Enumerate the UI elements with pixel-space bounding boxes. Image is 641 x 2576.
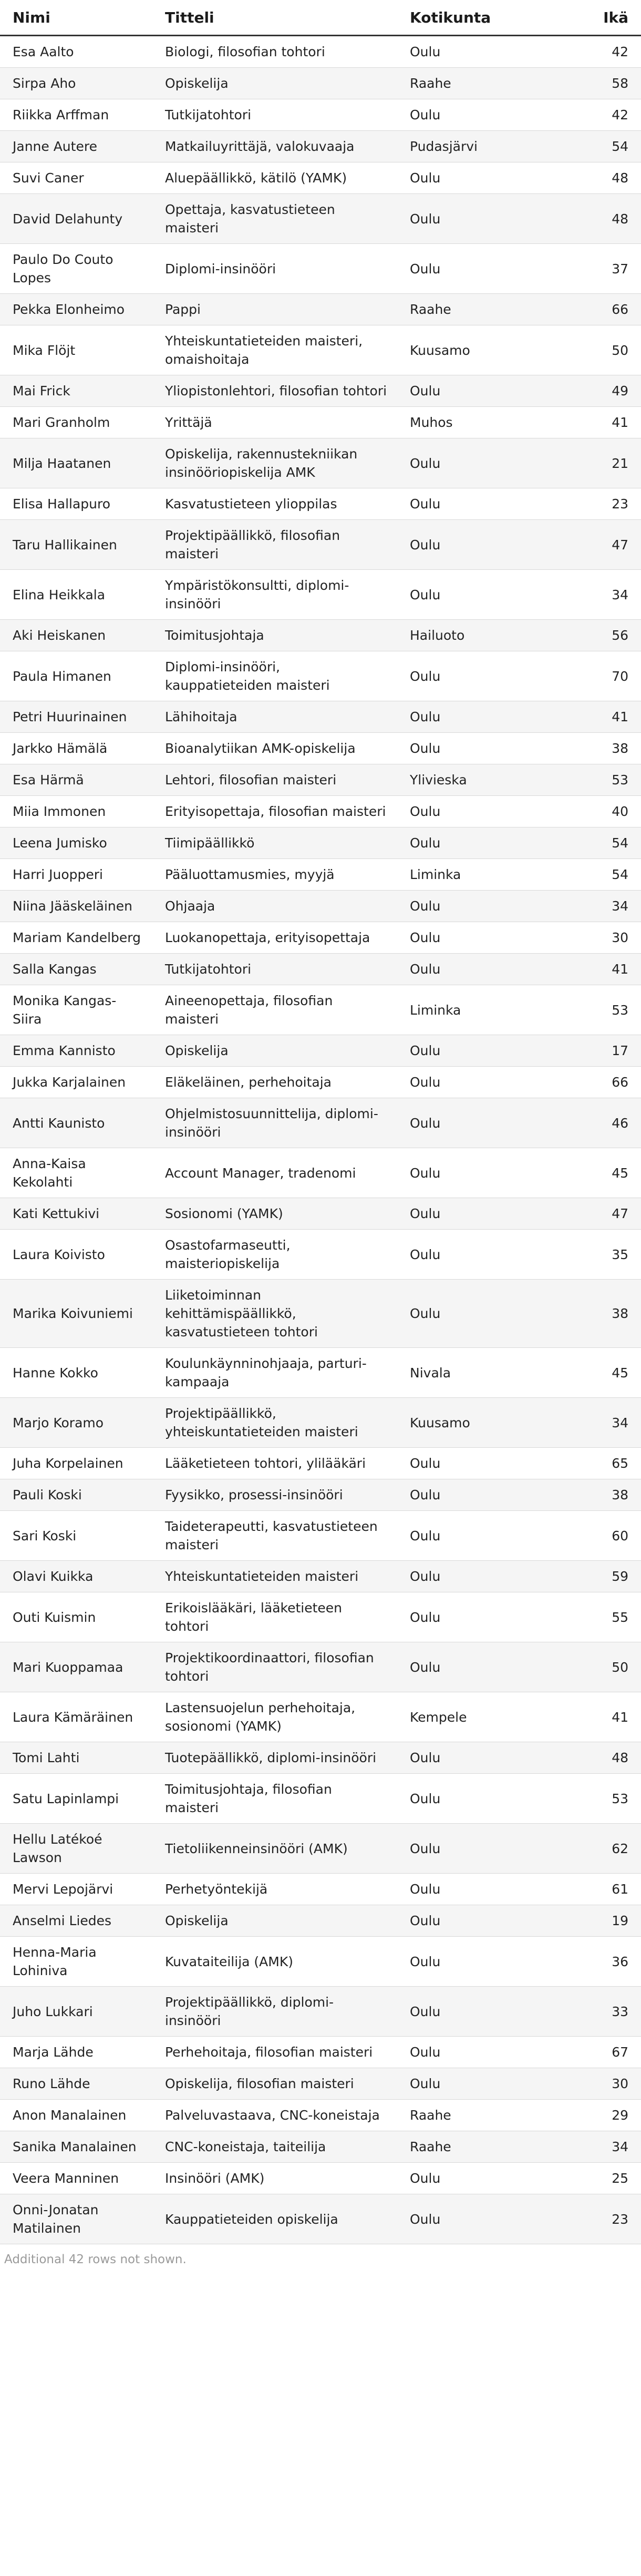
cell-municipality: Oulu xyxy=(397,1642,599,1692)
cell-title: Pappi xyxy=(152,294,397,325)
cell-age: 61 xyxy=(599,1874,641,1905)
cell-age: 42 xyxy=(599,36,641,68)
cell-title: Perhehoitaja, filosofian maisteri xyxy=(152,2037,397,2068)
table-row xyxy=(0,407,641,438)
table-row xyxy=(0,1692,641,1742)
cell-age: 66 xyxy=(599,294,641,325)
table-row xyxy=(0,1398,641,1448)
table-row xyxy=(0,701,641,733)
cell-municipality: Oulu xyxy=(397,954,599,985)
cell-name: Juho Lukkari xyxy=(0,1987,152,2037)
table-header xyxy=(0,0,641,36)
cell-title: Bioanalytiikan AMK-opiskelija xyxy=(152,733,397,764)
table-body xyxy=(0,36,641,2244)
table-row xyxy=(0,194,641,244)
cell-title: Projektipäällikkö, filosofian maisteri xyxy=(152,520,397,570)
cell-municipality: Muhos xyxy=(397,407,599,438)
cell-title: Projektikoordinaattori, filosofian tohtori xyxy=(152,1642,397,1692)
cell-municipality: Raahe xyxy=(397,294,599,325)
cell-title: Lastensuojelun perhehoitaja, sosionomi (YAMK) xyxy=(152,1692,397,1742)
cell-age: 60 xyxy=(599,1511,641,1561)
table-row xyxy=(0,1280,641,1348)
table-row xyxy=(0,796,641,827)
cell-age: 34 xyxy=(599,1398,641,1448)
cell-municipality: Liminka xyxy=(397,985,599,1035)
cell-age: 38 xyxy=(599,733,641,764)
cell-municipality: Oulu xyxy=(397,1742,599,1774)
cell-name: Marika Koivuniemi xyxy=(0,1280,152,1348)
cell-title: Ympäristökonsultti, diplomi-insinööri xyxy=(152,570,397,620)
table-row xyxy=(0,488,641,520)
cell-name: Tomi Lahti xyxy=(0,1742,152,1774)
cell-age: 17 xyxy=(599,1035,641,1067)
cell-municipality: Oulu xyxy=(397,1511,599,1561)
cell-municipality: Oulu xyxy=(397,1098,599,1148)
table-row xyxy=(0,891,641,922)
cell-title: Opiskelija, rakennustekniikan insinööriopiskelija AMK xyxy=(152,438,397,488)
cell-age: 54 xyxy=(599,827,641,859)
cell-name: Petri Huurinainen xyxy=(0,701,152,733)
cell-name: Mari Kuoppamaa xyxy=(0,1642,152,1692)
cell-municipality: Oulu xyxy=(397,1905,599,1937)
cell-age: 53 xyxy=(599,985,641,1035)
cell-age: 45 xyxy=(599,1148,641,1198)
cell-municipality: Oulu xyxy=(397,1987,599,2037)
table-row xyxy=(0,827,641,859)
cell-age: 19 xyxy=(599,1905,641,1937)
cell-municipality: Oulu xyxy=(397,1198,599,1230)
table-row xyxy=(0,162,641,194)
cell-title: CNC-koneistaja, taiteilija xyxy=(152,2131,397,2163)
cell-municipality: Hailuoto xyxy=(397,620,599,651)
cell-municipality: Oulu xyxy=(397,922,599,954)
cell-age: 30 xyxy=(599,2068,641,2100)
cell-age: 41 xyxy=(599,954,641,985)
cell-name: Satu Lapinlampi xyxy=(0,1774,152,1824)
cell-municipality: Oulu xyxy=(397,2194,599,2244)
cell-age: 35 xyxy=(599,1230,641,1280)
cell-municipality: Oulu xyxy=(397,1937,599,1987)
cell-age: 45 xyxy=(599,1348,641,1398)
cell-name: Mariam Kandelberg xyxy=(0,922,152,954)
column-header-age[interactable]: Ikä xyxy=(599,0,641,36)
cell-age: 46 xyxy=(599,1098,641,1148)
table-row xyxy=(0,2131,641,2163)
cell-name: Jukka Karjalainen xyxy=(0,1067,152,1098)
header-row xyxy=(0,0,641,36)
cell-municipality: Oulu xyxy=(397,1479,599,1511)
table-row xyxy=(0,764,641,796)
table-row xyxy=(0,1874,641,1905)
cell-name: Laura Koivisto xyxy=(0,1230,152,1280)
cell-municipality: Oulu xyxy=(397,520,599,570)
cell-title: Aluepäällikkö, kätilö (YAMK) xyxy=(152,162,397,194)
cell-municipality: Oulu xyxy=(397,1280,599,1348)
table-row xyxy=(0,1348,641,1398)
cell-municipality: Oulu xyxy=(397,701,599,733)
cell-name: Miia Immonen xyxy=(0,796,152,827)
cell-name: Marja Lähde xyxy=(0,2037,152,2068)
cell-age: 55 xyxy=(599,1592,641,1642)
cell-age: 23 xyxy=(599,488,641,520)
cell-name: Sirpa Aho xyxy=(0,68,152,99)
cell-title: Perhetyöntekijä xyxy=(152,1874,397,1905)
cell-municipality: Oulu xyxy=(397,375,599,407)
cell-name: Sanika Manalainen xyxy=(0,2131,152,2163)
cell-age: 38 xyxy=(599,1479,641,1511)
cell-age: 23 xyxy=(599,2194,641,2244)
table-row xyxy=(0,325,641,375)
cell-municipality: Oulu xyxy=(397,2037,599,2068)
cell-name: Mika Flöjt xyxy=(0,325,152,375)
cell-title: Yliopistonlehtori, filosofian tohtori xyxy=(152,375,397,407)
cell-name: Niina Jääskeläinen xyxy=(0,891,152,922)
cell-municipality: Liminka xyxy=(397,859,599,891)
cell-age: 34 xyxy=(599,570,641,620)
cell-municipality: Oulu xyxy=(397,2163,599,2194)
cell-age: 47 xyxy=(599,1198,641,1230)
cell-title: Liiketoiminnan kehittämispäällikkö, kasvatustieteen tohtori xyxy=(152,1280,397,1348)
cell-name: Laura Kämäräinen xyxy=(0,1692,152,1742)
cell-title: Opiskelija xyxy=(152,68,397,99)
column-header-name[interactable]: Nimi xyxy=(0,0,152,36)
cell-title: Tutkijatohtori xyxy=(152,954,397,985)
cell-municipality: Oulu xyxy=(397,1067,599,1098)
cell-municipality: Kuusamo xyxy=(397,1398,599,1448)
cell-title: Kasvatustieteen ylioppilas xyxy=(152,488,397,520)
cell-name: Outi Kuismin xyxy=(0,1592,152,1642)
cell-title: Yhteiskuntatieteiden maisteri xyxy=(152,1561,397,1592)
cell-age: 48 xyxy=(599,162,641,194)
table-row xyxy=(0,1035,641,1067)
cell-name: Paulo Do Couto Lopes xyxy=(0,244,152,294)
cell-municipality: Oulu xyxy=(397,1774,599,1824)
cell-name: Suvi Caner xyxy=(0,162,152,194)
cell-name: Esa Aalto xyxy=(0,36,152,68)
cell-municipality: Oulu xyxy=(397,162,599,194)
cell-municipality: Oulu xyxy=(397,651,599,701)
cell-age: 48 xyxy=(599,1742,641,1774)
cell-municipality: Kuusamo xyxy=(397,325,599,375)
cell-age: 53 xyxy=(599,1774,641,1824)
cell-municipality: Raahe xyxy=(397,2131,599,2163)
cell-municipality: Oulu xyxy=(397,796,599,827)
cell-age: 48 xyxy=(599,194,641,244)
cell-title: Insinööri (AMK) xyxy=(152,2163,397,2194)
cell-title: Osastofarmaseutti, maisteriopiskelija xyxy=(152,1230,397,1280)
cell-title: Lääketieteen tohtori, ylilääkäri xyxy=(152,1448,397,1479)
cell-municipality: Oulu xyxy=(397,1230,599,1280)
table-row xyxy=(0,570,641,620)
cell-name: Veera Manninen xyxy=(0,2163,152,2194)
table-row xyxy=(0,1479,641,1511)
cell-title: Diplomi-insinööri xyxy=(152,244,397,294)
table-row xyxy=(0,244,641,294)
table-row xyxy=(0,2037,641,2068)
cell-title: Pääluottamusmies, myyjä xyxy=(152,859,397,891)
cell-title: Ohjaaja xyxy=(152,891,397,922)
table-row xyxy=(0,1905,641,1937)
cell-age: 37 xyxy=(599,244,641,294)
cell-title: Opiskelija xyxy=(152,1035,397,1067)
cell-name: Taru Hallikainen xyxy=(0,520,152,570)
table-row xyxy=(0,375,641,407)
cell-age: 56 xyxy=(599,620,641,651)
cell-age: 41 xyxy=(599,701,641,733)
cell-age: 50 xyxy=(599,1642,641,1692)
table-row xyxy=(0,1592,641,1642)
cell-name: Mai Frick xyxy=(0,375,152,407)
cell-age: 21 xyxy=(599,438,641,488)
cell-age: 33 xyxy=(599,1987,641,2037)
cell-name: Onni-Jonatan Matilainen xyxy=(0,2194,152,2244)
cell-name: Runo Lähde xyxy=(0,2068,152,2100)
cell-name: Pekka Elonheimo xyxy=(0,294,152,325)
cell-age: 42 xyxy=(599,99,641,131)
cell-age: 53 xyxy=(599,764,641,796)
cell-title: Kauppatieteiden opiskelija xyxy=(152,2194,397,2244)
cell-municipality: Oulu xyxy=(397,438,599,488)
cell-municipality: Oulu xyxy=(397,99,599,131)
cell-name: Marjo Koramo xyxy=(0,1398,152,1448)
cell-municipality: Oulu xyxy=(397,1592,599,1642)
table-row xyxy=(0,294,641,325)
cell-name: Elisa Hallapuro xyxy=(0,488,152,520)
cell-age: 38 xyxy=(599,1280,641,1348)
cell-age: 50 xyxy=(599,325,641,375)
table-row xyxy=(0,99,641,131)
cell-name: Henna-Maria Lohiniva xyxy=(0,1937,152,1987)
cell-municipality: Oulu xyxy=(397,1561,599,1592)
cell-age: 34 xyxy=(599,2131,641,2163)
cell-age: 70 xyxy=(599,651,641,701)
table-row xyxy=(0,651,641,701)
table-row xyxy=(0,36,641,68)
cell-title: Toimitusjohtaja xyxy=(152,620,397,651)
table-row xyxy=(0,1067,641,1098)
cell-title: Luokanopettaja, erityisopettaja xyxy=(152,922,397,954)
cell-municipality: Oulu xyxy=(397,2068,599,2100)
cell-name: Salla Kangas xyxy=(0,954,152,985)
cell-name: Hellu Latékoé Lawson xyxy=(0,1824,152,1874)
cell-title: Opiskelija, filosofian maisteri xyxy=(152,2068,397,2100)
cell-title: Aineenopettaja, filosofian maisteri xyxy=(152,985,397,1035)
table-row xyxy=(0,1148,641,1198)
cell-title: Palveluvastaava, CNC-koneistaja xyxy=(152,2100,397,2131)
cell-title: Koulunkäynninohjaaja, parturi-kampaaja xyxy=(152,1348,397,1398)
table-row xyxy=(0,1230,641,1280)
table-row xyxy=(0,1774,641,1824)
cell-title: Lähihoitaja xyxy=(152,701,397,733)
cell-title: Opettaja, kasvatustieteen maisteri xyxy=(152,194,397,244)
table-row xyxy=(0,1824,641,1874)
cell-title: Yhteiskuntatieteiden maisteri, omaishoitaja xyxy=(152,325,397,375)
cell-name: Antti Kaunisto xyxy=(0,1098,152,1148)
table-row xyxy=(0,1098,641,1148)
cell-municipality: Nivala xyxy=(397,1348,599,1398)
cell-age: 58 xyxy=(599,68,641,99)
table-row xyxy=(0,2194,641,2244)
cell-name: Sari Koski xyxy=(0,1511,152,1561)
table-row xyxy=(0,1987,641,2037)
cell-name: Elina Heikkala xyxy=(0,570,152,620)
table-row xyxy=(0,1561,641,1592)
cell-age: 66 xyxy=(599,1067,641,1098)
cell-name: Janne Autere xyxy=(0,131,152,162)
cell-name: Riikka Arffman xyxy=(0,99,152,131)
cell-municipality: Oulu xyxy=(397,1448,599,1479)
cell-municipality: Oulu xyxy=(397,891,599,922)
cell-age: 41 xyxy=(599,407,641,438)
cell-title: Projektipäällikkö, yhteiskuntatieteiden maisteri xyxy=(152,1398,397,1448)
table-row xyxy=(0,1448,641,1479)
cell-age: 41 xyxy=(599,1692,641,1742)
cell-title: Ohjelmistosuunnittelija, diplomi-insinööri xyxy=(152,1098,397,1148)
cell-municipality: Oulu xyxy=(397,36,599,68)
cell-title: Diplomi-insinööri, kauppatieteiden maisteri xyxy=(152,651,397,701)
cell-age: 62 xyxy=(599,1824,641,1874)
cell-age: 54 xyxy=(599,859,641,891)
table-row xyxy=(0,131,641,162)
cell-age: 47 xyxy=(599,520,641,570)
cell-name: Hanne Kokko xyxy=(0,1348,152,1398)
table-row xyxy=(0,1511,641,1561)
cell-name: Pauli Koski xyxy=(0,1479,152,1511)
cell-title: Matkailuyrittäjä, valokuvaaja xyxy=(152,131,397,162)
cell-name: Emma Kannisto xyxy=(0,1035,152,1067)
cell-title: Kuvataiteilija (AMK) xyxy=(152,1937,397,1987)
cell-age: 36 xyxy=(599,1937,641,1987)
cell-municipality: Raahe xyxy=(397,2100,599,2131)
table-row xyxy=(0,733,641,764)
table-row xyxy=(0,520,641,570)
cell-title: Erikoislääkäri, lääketieteen tohtori xyxy=(152,1592,397,1642)
cell-municipality: Oulu xyxy=(397,488,599,520)
cell-municipality: Oulu xyxy=(397,1824,599,1874)
cell-name: Monika Kangas-Siira xyxy=(0,985,152,1035)
cell-age: 40 xyxy=(599,796,641,827)
cell-name: Paula Himanen xyxy=(0,651,152,701)
table-row xyxy=(0,2068,641,2100)
cell-municipality: Oulu xyxy=(397,570,599,620)
cell-title: Opiskelija xyxy=(152,1905,397,1937)
cell-name: Mervi Lepojärvi xyxy=(0,1874,152,1905)
cell-age: 65 xyxy=(599,1448,641,1479)
cell-name: Olavi Kuikka xyxy=(0,1561,152,1592)
cell-name: Kati Kettukivi xyxy=(0,1198,152,1230)
table-row xyxy=(0,620,641,651)
cell-municipality: Oulu xyxy=(397,194,599,244)
cell-municipality: Oulu xyxy=(397,1035,599,1067)
cell-name: Anna-Kaisa Kekolahti xyxy=(0,1148,152,1198)
cell-name: Leena Jumisko xyxy=(0,827,152,859)
cell-title: Tuotepäällikkö, diplomi-insinööri xyxy=(152,1742,397,1774)
cell-title: Biologi, filosofian tohtori xyxy=(152,36,397,68)
rows-hidden-note: Additional 42 rows not shown. xyxy=(4,2253,187,2266)
cell-title: Sosionomi (YAMK) xyxy=(152,1198,397,1230)
column-header-municipality[interactable]: Kotikunta xyxy=(397,0,599,36)
cell-age: 54 xyxy=(599,131,641,162)
cell-name: Anselmi Liedes xyxy=(0,1905,152,1937)
cell-age: 34 xyxy=(599,891,641,922)
column-header-title[interactable]: Titteli xyxy=(152,0,397,36)
cell-municipality: Oulu xyxy=(397,1148,599,1198)
cell-age: 59 xyxy=(599,1561,641,1592)
cell-age: 67 xyxy=(599,2037,641,2068)
cell-municipality: Oulu xyxy=(397,1874,599,1905)
cell-name: Milja Haatanen xyxy=(0,438,152,488)
cell-title: Tutkijatohtori xyxy=(152,99,397,131)
table-row xyxy=(0,1642,641,1692)
cell-name: Esa Härmä xyxy=(0,764,152,796)
cell-municipality: Oulu xyxy=(397,733,599,764)
cell-title: Taideterapeutti, kasvatustieteen maisteri xyxy=(152,1511,397,1561)
table-row xyxy=(0,1937,641,1987)
table-row xyxy=(0,2100,641,2131)
cell-title: Lehtori, filosofian maisteri xyxy=(152,764,397,796)
table-row xyxy=(0,859,641,891)
table-row xyxy=(0,438,641,488)
cell-municipality: Pudasjärvi xyxy=(397,131,599,162)
cell-title: Account Manager, tradenomi xyxy=(152,1148,397,1198)
cell-age: 25 xyxy=(599,2163,641,2194)
table-row xyxy=(0,922,641,954)
table-row xyxy=(0,954,641,985)
cell-title: Eläkeläinen, perhehoitaja xyxy=(152,1067,397,1098)
cell-municipality: Oulu xyxy=(397,827,599,859)
cell-name: Anon Manalainen xyxy=(0,2100,152,2131)
cell-name: Harri Juopperi xyxy=(0,859,152,891)
cell-municipality: Ylivieska xyxy=(397,764,599,796)
table-row xyxy=(0,1198,641,1230)
cell-municipality: Oulu xyxy=(397,244,599,294)
cell-age: 49 xyxy=(599,375,641,407)
cell-title: Tietoliikenneinsinööri (AMK) xyxy=(152,1824,397,1874)
cell-title: Yrittäjä xyxy=(152,407,397,438)
cell-title: Tiimipäällikkö xyxy=(152,827,397,859)
cell-name: Mari Granholm xyxy=(0,407,152,438)
cell-title: Erityisopettaja, filosofian maisteri xyxy=(152,796,397,827)
cell-age: 29 xyxy=(599,2100,641,2131)
table-row xyxy=(0,2163,641,2194)
cell-municipality: Kempele xyxy=(397,1692,599,1742)
table-row xyxy=(0,985,641,1035)
cell-name: Aki Heiskanen xyxy=(0,620,152,651)
cell-municipality: Raahe xyxy=(397,68,599,99)
cell-title: Fyysikko, prosessi-insinööri xyxy=(152,1479,397,1511)
cell-age: 30 xyxy=(599,922,641,954)
cell-title: Projektipäällikkö, diplomi-insinööri xyxy=(152,1987,397,2037)
cell-title: Toimitusjohtaja, filosofian maisteri xyxy=(152,1774,397,1824)
table-row xyxy=(0,1742,641,1774)
table-row xyxy=(0,68,641,99)
cell-name: Jarkko Hämälä xyxy=(0,733,152,764)
cell-name: Juha Korpelainen xyxy=(0,1448,152,1479)
cell-name: David Delahunty xyxy=(0,194,152,244)
